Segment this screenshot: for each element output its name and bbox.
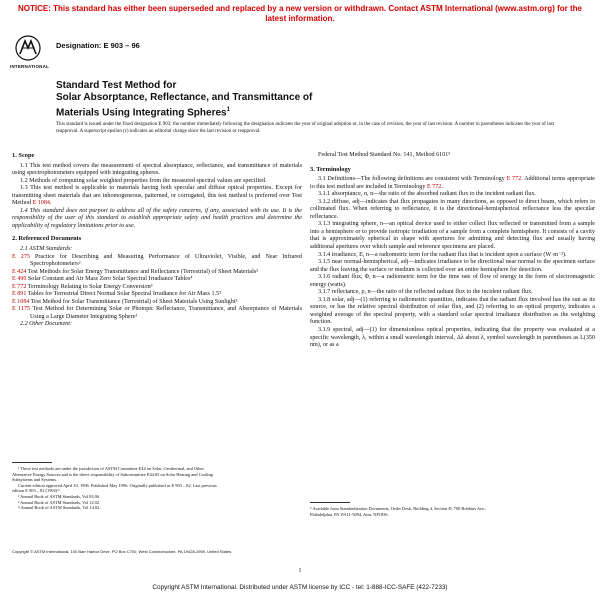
footnote: ² Annual Book of ASTM Standards, Vol 03.06. (18, 493, 101, 499)
reference-item (12, 276, 302, 284)
footnote-rule (12, 462, 52, 463)
astm-standards-label: 2.1 ASTM Standards: (20, 246, 73, 253)
reference-list (12, 254, 302, 322)
reference-link[interactable]: E 1084 (12, 298, 30, 305)
reference-item (12, 291, 302, 299)
term-near-normal: 3.1.5 near normal-hemispherical, adj—indicates irradiance to be directional near normal to the specimen surface and the flux leaving the surface or medium is collected over an entire hemisphere for detection. (310, 259, 595, 273)
referenced-heading: 2. Referenced Documents (12, 235, 82, 243)
title-line-3: Materials Using Integrating Spheres$^1$ (56, 107, 230, 119)
scope-1-2: 1.2 Methods of computing solar weighted properties from the measured spectral values are specified. (20, 177, 267, 184)
page-number: 1 (298, 568, 302, 574)
astm-logo-icon (14, 34, 42, 64)
scope-heading: 1. Scope (12, 152, 35, 159)
term-3-1: 3.1 Definitions—The following definitions are consistent with Terminology E 772. Additional terms appropriate to this test method are included in Terminology E 772. (310, 176, 595, 190)
reference-link[interactable]: E 275 (12, 253, 30, 260)
reference-title: Practice for Describing and Measuring Performance of Ultraviolet, Visible, and Near Infrared Spectrophotometers² (29, 253, 302, 268)
reference-title: Tables for Terrestrial Direct Normal Solar Spectral Irradiance for Air Mass 1.5³ (26, 291, 221, 298)
footnote-rule-right (310, 502, 350, 503)
federal-standard: Federal Test Method Standard No. 141, Method 6101⁵ (318, 152, 451, 158)
left-column (12, 152, 302, 329)
link-e1084[interactable]: E 1084 (32, 200, 50, 207)
reference-title: Solar Constant and Air Mass Zero Solar Spectral Irradiance Tables⁴ (26, 276, 193, 283)
scope-1-1: 1.1 This test method covers the measurement of spectral absorptance, reflectance, and transmittance of materials using spectrophotometers equipped with integrating spheres. (12, 162, 302, 177)
reference-link[interactable]: E 772 (12, 283, 27, 290)
term-spectral: 3.1.9 spectral, adj—(1) for dimensionless optical properties, indicating that the property was evaluated at a specific wavelength, λ, within a small wavelength interval, Δλ about λ, symbol wavelength in parentheses as L(350 nm), or as a (310, 327, 595, 349)
footnote: Current edition approved April 10, 1996. Published May 1996. Originally published as E 903 – 82. Last previous edition E 903 – 82 (1992)ᵉ¹. (12, 482, 217, 494)
term-radiant-flux: 3.1.6 radiant flux, Φ, n—a radiometric term for the time rate of flow of energy in the form of electromagnetic energy (watts). (310, 274, 595, 288)
right-column (310, 152, 595, 350)
term-reflectance: 3.1.7 reflectance, ρ, n—the ratio of the reflected radiant flux to the incident radiant flux. (318, 289, 533, 296)
scope-1-4: 1.4 This standard does not purport to address all of the safety concerns, if any, associated with its use. It is the responsibility of the user of this standard to establish appropriate safety and health practices and determine the applicability of regulatory limitations prior to use. (12, 207, 302, 229)
scope-1-3: 1.3 This test method is applicable to materials having both specular and diffuse optical properties. Except for transmitting sheet materials that are inhomogeneous, patterned, or corrugated, this test method is preferred over Test Method E 1084. (12, 185, 302, 207)
footnote-right: ⁵ Available from Standardization Documents, Order Desk, Building 4, Section D, 700 Robbins Ave., Philadelphia, PA 19111-5094, Attn: NPODS. (310, 506, 487, 517)
reference-title: Test Method for Determining Solar or Photopic Reflectance, Transmittance, and Absorptance of Materials Using a Large Diameter Integrating Sphere³ (30, 306, 303, 320)
license-footer: Copyright ASTM International. Distributed under ASTM license by ICC - tel: 1-888-ICC-SAFE (422-7233) (152, 584, 448, 591)
reference-link[interactable]: E 891 (12, 291, 27, 298)
reference-link[interactable]: E 1175 (12, 306, 31, 313)
reference-link[interactable]: E 424 (12, 268, 27, 275)
reference-link[interactable]: E 490 (12, 276, 27, 283)
link-e772[interactable]: E 772 (506, 176, 522, 183)
term-irradiance: 3.1.4 irradiance, E, n—a radiometric term for the radiant flux that is incident upon a surface (W·m⁻²). (318, 251, 567, 258)
supersede-notice: NOTICE: This standard has either been superseded and replaced by a new version or withdrawn. Contact ASTM International (www.astm.org) for the latest information. (18, 4, 582, 23)
reference-title: Test Methods for Solar Energy Transmittance and Reflectance (Terrestrial) of Sheet Materials³ (26, 268, 258, 275)
other-document-label: 2.2 Other Document: (20, 321, 72, 328)
title-line-1: Standard Test Method for (56, 80, 177, 91)
logo-text: INTERNATIONAL (10, 64, 50, 69)
footnote: ¹ These test methods are under the jurisdiction of ASTM Committee E44 on Solar, Geothermal, and Other Alternative Energy Sources and is the direct responsibility of Subcommittee E44.05 on Solar Heating and Cooling Subsystems and Systems. (12, 466, 213, 483)
reference-title: Test Method for Solar Transmittance (Terrestrial) of Sheet Materials Using Sunlight³ (29, 298, 238, 305)
term-integrating-sphere: 3.1.3 integrating sphere, n—an optical device used to either collect flux reflected or transmitted from a sample into a hemisphere or to provide isotropic irradiation of a sample from a complete hemisphere. It consists of a cavity that is approximately spherical in shape with apertures for admitting and detecting flux and usually having additional apertures over which sample and reference specimens are placed. (310, 221, 595, 251)
terminology-heading: 3. Terminology (310, 165, 351, 173)
term-diffuse: 3.1.2 diffuse, adj—indicates that flux propagates in many directions, as opposed to direct beam, which refers to collimated flux. When referring to reflectance, it is the directional-hemispherical reflectance less the specular reflectance. (310, 198, 595, 220)
title-line-2: Solar Absorptance, Reflectance, and Transmittance of (56, 92, 313, 103)
copyright-line: Copyright © ASTM International, 100 Barr Harbor Drive, PO Box C700, West Conshohocken, PA 19428-2959, United States. (12, 549, 233, 554)
footnotes-left (12, 466, 217, 511)
footnote: ³ Annual Book of ASTM Standards, Vol 12.02. (18, 499, 101, 505)
term-absorptance: 3.1.1 absorptance, α, n—the ratio of the absorbed radiant flux to the incident radiant flux. (318, 191, 536, 198)
reference-item (12, 306, 302, 321)
term-solar: 3.1.8 solar, adj—(1) referring to radiometric quantities, indicates that the radiant flux involved has the sun as its source, or has the relative spectral distribution of solar flux, and (2) referring to an optical property, indicates a weighted average of the spectral property, with a standard solar spectral irradiance distribution as the weighting function. (310, 296, 595, 326)
link-e772-2[interactable]: E 772 (426, 183, 442, 190)
document-title (56, 80, 312, 119)
footnote: ⁴ Annual Book of ASTM Standards, Vol 14.02. (18, 505, 101, 511)
designation: Designation: E 903 – 96 (56, 41, 140, 50)
reference-title: Terminology Relating to Solar Energy Conversion³ (26, 283, 153, 290)
issuance-note: This standard is issued under the fixed designation E 903; the number immediately following the designation indicates the year of original adoption or, in the case of revision, the year of last revision. A number in parentheses indicates the year of last reapproval. A superscript epsilon (ε) indicates an editorial change since the last revision or reapproval. (56, 122, 555, 134)
reference-item (12, 254, 302, 269)
